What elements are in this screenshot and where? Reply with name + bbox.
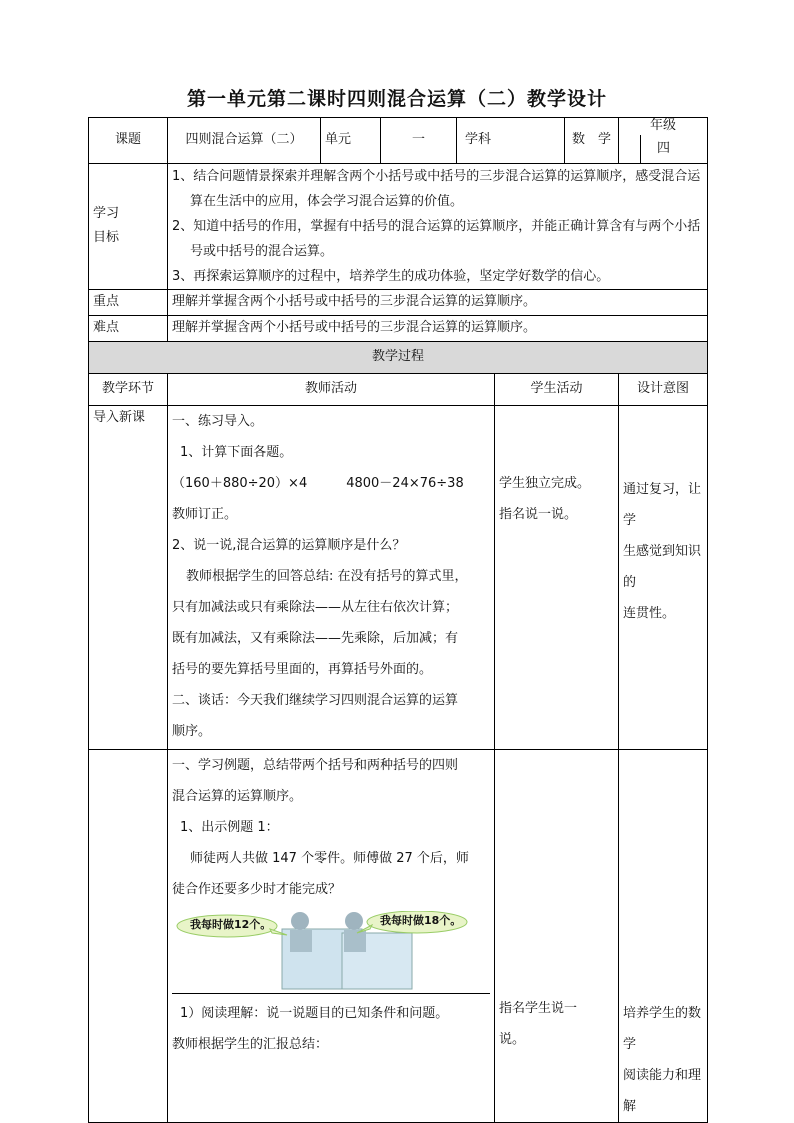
teacher-line: 2、说一说,混合运算的运算顺序是什么？ xyxy=(172,537,406,553)
worker-head xyxy=(291,912,309,930)
lesson-row-intro xyxy=(89,405,708,749)
teacher-line: 二、谈话：今天我们继续学习四则混合运算的运算 xyxy=(172,692,459,708)
grade-value: 四 xyxy=(640,135,687,163)
goal-item: 2、知道中括号的作用，掌握有中括号的混合运算的运算顺序，并能正确计算含有与两个小括号或中括号的混合运算。 xyxy=(172,218,701,259)
document-title: 第一单元第二课时四则混合运算（二）教学设计 xyxy=(186,88,607,110)
goal-item: 1、结合问题情景探索并理解含两个小括号或中括号的三步混合运算的运算顺序，感受混合运算在生活中的应用，体会学习混合运算的价值。 xyxy=(172,168,701,209)
grade-label: 年级 xyxy=(650,118,677,133)
stage-cell-empty xyxy=(89,749,168,1122)
col-stage: 教学环节 xyxy=(89,373,168,405)
teacher-line: 师徒两人共做 147 个零件。师傅做 27 个后，师 xyxy=(190,850,469,866)
example-illustration xyxy=(172,911,472,991)
teacher-line: 一、练习导入。 xyxy=(172,413,264,429)
teacher-line: （160＋880÷20）×4 4800－24×76÷38 xyxy=(172,475,464,491)
student-line: 说。 xyxy=(499,1031,526,1047)
teacher-line: 既有加减法，又有乘除法——先乘除，后加减；有 xyxy=(172,630,459,646)
intent-line: 阅读能力和理解 xyxy=(623,1067,702,1114)
teacher-line: 只有加减法或只有乘除法——从左往右依次计算； xyxy=(172,599,459,615)
col-intent: 设计意图 xyxy=(619,373,708,405)
teacher-activity-2 xyxy=(168,749,495,1122)
col-student: 学生活动 xyxy=(495,373,619,405)
teacher-line: 混合运算的运算顺序。 xyxy=(172,788,303,804)
divider xyxy=(172,993,490,994)
lesson-row-new xyxy=(89,749,708,1122)
intent-line: 培养学生的数学 xyxy=(623,1005,702,1052)
process-header-row xyxy=(89,341,708,373)
teacher-line: 徒合作还要多少时才能完成？ xyxy=(172,881,342,897)
bubble-apprentice: 我每时做12个。 xyxy=(190,917,272,931)
topic-label: 课题 xyxy=(89,118,168,164)
bubble-master: 我每时做18个。 xyxy=(380,913,462,927)
design-intent xyxy=(619,405,708,749)
teacher-line: 1）阅读理解：说一说题目的已知条件和问题。 xyxy=(180,1005,449,1021)
intent-line: 通过复习，让学 xyxy=(623,481,702,528)
difficulty-row xyxy=(89,315,708,341)
grade-cell xyxy=(619,118,708,164)
key-label: 重点 xyxy=(89,289,168,315)
stage-cell: 导入新课 xyxy=(89,405,168,749)
topic-value: 四则混合运算（二） xyxy=(168,118,321,164)
subject-value: 数 学 xyxy=(565,118,619,164)
goal-item: 3、再探索运算顺序的过程中，培养学生的成功体验，坚定学好数学的信心。 xyxy=(172,268,610,284)
unit-label: 单元 xyxy=(321,118,381,164)
design-intent-2 xyxy=(619,749,708,1122)
info-row xyxy=(89,118,708,164)
teacher-line: 1、计算下面各题。 xyxy=(180,444,293,460)
student-line: 指名说一说。 xyxy=(499,506,578,522)
unit-value: 一 xyxy=(381,118,457,164)
teacher-line: 一、学习例题，总结带两个括号和两种括号的四则 xyxy=(172,757,459,773)
goals-content xyxy=(168,163,708,289)
worker-body xyxy=(290,930,312,952)
goals-row xyxy=(89,163,708,289)
intent-line: 生感觉到知识的 xyxy=(623,543,702,590)
goals-label: 学习 目标 xyxy=(89,163,168,289)
teacher-line: 括号的要先算括号里面的，再算括号外面的。 xyxy=(172,661,433,677)
lesson-plan-table xyxy=(88,117,708,1123)
col-teacher: 教师活动 xyxy=(168,373,495,405)
key-row xyxy=(89,289,708,315)
teacher-line: 教师订正。 xyxy=(172,506,238,522)
teacher-line: 顺序。 xyxy=(172,723,212,739)
student-line: 指名学生说一 xyxy=(499,1000,578,1016)
intent-line: 连贯性。 xyxy=(623,605,676,621)
subject-label: 学科 xyxy=(457,118,565,164)
teacher-line: 1、出示例题 1： xyxy=(180,819,279,835)
difficulty-label: 难点 xyxy=(89,315,168,341)
teacher-activity xyxy=(168,405,495,749)
teacher-line: 教师根据学生的汇报总结： xyxy=(172,1036,329,1052)
column-header-row xyxy=(89,373,708,405)
student-activity xyxy=(495,405,619,749)
worker-head xyxy=(345,912,363,930)
student-activity-2 xyxy=(495,749,619,1122)
teacher-line: 教师根据学生的回答总结: 在没有括号的算式里， xyxy=(186,568,468,584)
student-line: 学生独立完成。 xyxy=(499,475,591,491)
difficulty-text: 理解并掌握含两个小括号或中括号的三步混合运算的运算顺序。 xyxy=(168,315,708,341)
process-header: 教学过程 xyxy=(89,341,708,373)
key-text: 理解并掌握含两个小括号或中括号的三步混合运算的运算顺序。 xyxy=(168,289,708,315)
worker-body xyxy=(344,930,366,952)
